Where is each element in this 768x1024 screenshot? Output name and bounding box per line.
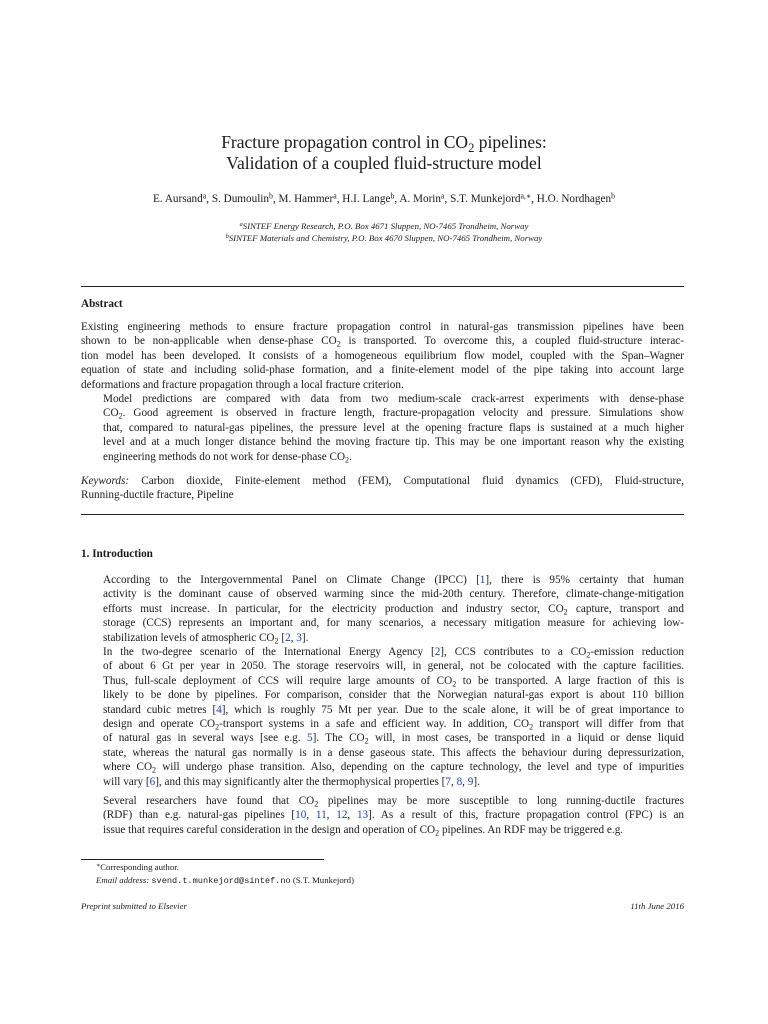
author-name: S.T. Munkejord bbox=[450, 193, 521, 205]
text-line bbox=[81, 378, 684, 392]
footnote-corresponding-text: Corresponding author. bbox=[100, 862, 179, 872]
text-line bbox=[81, 602, 684, 616]
abstract-paragraph-1 bbox=[81, 320, 684, 392]
title-text-a: Fracture propagation control in CO bbox=[221, 132, 469, 152]
text-run: of about 6 Gt per year in 2050. The storage reservoirs will, in general, not be colocated with the capture facilities. bbox=[103, 660, 684, 673]
text-run: ]. As a result of this, fracture propagation control (FPC) is an bbox=[368, 809, 685, 822]
author-affiliation-mark: a bbox=[333, 191, 337, 201]
text-run: activity is the dominant cause of observed warming since the mid-20th century. Therefore, climate-change-mitigation bbox=[103, 588, 684, 601]
subscript: 2 bbox=[215, 722, 220, 732]
text-run: efforts must increase. In particular, for the electricity production and industry sector, CO bbox=[103, 602, 564, 615]
email-owner: (S.T. Munkejord) bbox=[292, 875, 355, 885]
abstract-paragraph-2 bbox=[81, 392, 684, 464]
author-name: H.I. Lange bbox=[342, 193, 391, 205]
footnote-email bbox=[96, 874, 354, 887]
text-run: Model predictions are compared with data from two medium-scale crack-arrest experiments with dense-phase bbox=[103, 393, 684, 405]
text-run: , bbox=[450, 775, 457, 788]
subscript: 2 bbox=[563, 607, 568, 617]
citation-link[interactable]: 6 bbox=[149, 775, 156, 788]
subscript: 2 bbox=[118, 411, 123, 421]
author-affiliation-mark: a bbox=[202, 191, 207, 201]
citation-link[interactable]: 3 bbox=[296, 631, 302, 644]
text-run: , bbox=[326, 809, 337, 822]
text-run: , bbox=[290, 631, 297, 644]
abstract-top-rule bbox=[81, 286, 684, 287]
text-line bbox=[81, 808, 684, 822]
text-run: standard cubic metres [ bbox=[103, 703, 217, 716]
text-line bbox=[81, 349, 684, 363]
affiliation-b bbox=[0, 233, 768, 244]
author bbox=[399, 193, 444, 205]
subscript: 2 bbox=[314, 799, 319, 809]
text-run: [ bbox=[278, 631, 286, 644]
text-run: Thus, full-scale deployment of CCS will require large amounts of CO bbox=[103, 674, 453, 687]
author-name: A. Morin bbox=[399, 193, 442, 205]
text-line bbox=[81, 659, 684, 673]
text-run: ]. The CO bbox=[312, 732, 365, 745]
author-affiliation-mark: a,∗ bbox=[520, 191, 532, 201]
keywords-line-2: Running-ductile fracture, Pipeline bbox=[81, 489, 234, 502]
text-line bbox=[81, 688, 684, 702]
affiliation-text: SINTEF Materials and Chemistry, P.O. Box 4670 Sluppen, NO-7465 Trondheim, Norway bbox=[228, 233, 543, 243]
subscript: 2 bbox=[336, 339, 341, 349]
affiliation-mark: a bbox=[239, 222, 243, 229]
text-run: that, compared to natural-gas pipelines, the pressure level at the opening fracture flaps is sustained at a much higher bbox=[103, 421, 684, 434]
citation-link[interactable]: 8 bbox=[456, 775, 463, 788]
keywords bbox=[81, 474, 684, 503]
paper-title-line-2: Validation of a coupled fluid-structure model bbox=[226, 153, 542, 173]
author bbox=[279, 193, 337, 205]
keywords-label: Keywords: bbox=[81, 475, 130, 487]
citation-link[interactable]: 1 bbox=[479, 574, 486, 586]
author-name: S. Dumoulin bbox=[211, 193, 270, 205]
text-run: design and operate CO bbox=[103, 717, 216, 730]
text-line bbox=[81, 392, 684, 406]
subscript: 2 bbox=[435, 828, 440, 838]
citation-link[interactable]: 4 bbox=[216, 703, 222, 716]
text-run: will undergo phase transition. Also, depending on the capture technology, the level and type of impurities bbox=[156, 761, 684, 774]
author-list: E. Aursand$^a$, S. Dumoulin$^b$, M. Hammer$^a$, H.I. Lange$^b$, A. Morin$^a$, S.T. Munkejord$^{a,∗}$, H.O. Nordhagen$^b$ bbox=[153, 191, 615, 205]
citation-link[interactable]: 7 bbox=[445, 775, 451, 788]
text-run: pipelines may be more susceptible to long running-ductile fractures bbox=[318, 795, 684, 807]
text-run: where CO bbox=[103, 761, 153, 774]
title-subscript: 2 bbox=[468, 140, 475, 155]
text-line bbox=[81, 421, 684, 435]
preprint-note: Preprint submitted to Elsevier bbox=[81, 901, 187, 911]
text-run: deformations and fracture propagation through a local fracture criterion. bbox=[81, 378, 404, 391]
subscript: 2 bbox=[152, 765, 157, 775]
text-run: -emission reduction bbox=[590, 646, 684, 658]
text-run: . Good agreement is observed in fracture length, fracture-propagation velocity and pressure. Simulations show bbox=[122, 407, 684, 420]
text-run: pipelines. An RDF may be triggered e.g. bbox=[439, 823, 624, 836]
author-affiliation-mark: a bbox=[441, 191, 445, 201]
text-line bbox=[81, 760, 684, 774]
citation-link[interactable]: 13 bbox=[356, 809, 369, 822]
text-run: ], CCS contributes to a CO bbox=[440, 646, 587, 658]
citation-link[interactable]: 2 bbox=[285, 631, 291, 644]
text-run: of natural gas in several ways [see e.g. bbox=[103, 732, 307, 745]
text-run: ], and this may significantly alter the thermophysical properties [ bbox=[155, 775, 446, 788]
subscript: 2 bbox=[529, 722, 534, 732]
keywords-text-1: Carbon dioxide, Finite-element method (FEM), Computational fluid dynamics (CFD), Fluid-structure, bbox=[141, 475, 685, 487]
author bbox=[342, 193, 394, 205]
affiliation-mark: b bbox=[225, 234, 229, 241]
text-run: stabilization levels of atmospheric CO bbox=[103, 631, 275, 644]
text-run: is transported. To overcome this, a coupled fluid-structure interac- bbox=[340, 335, 684, 348]
author-name: H.O. Nordhagen bbox=[536, 193, 612, 205]
text-run: likely to be done by pipelines. For comparison, consider that the Norwegian natural-gas export is about 110 billion bbox=[103, 689, 684, 702]
author bbox=[212, 193, 273, 205]
text-run: tion model has been developed. It consists of a homogeneous equilibrium flow model, coupled with the Span–Wagner bbox=[81, 349, 684, 362]
text-run: ]. bbox=[301, 631, 309, 644]
text-run: ]. bbox=[473, 775, 480, 788]
citation-link[interactable]: 11 bbox=[315, 809, 327, 822]
text-run: According to the Intergovernmental Panel on Climate Change (IPCC) [ bbox=[103, 574, 480, 586]
citation-link[interactable]: 12 bbox=[336, 809, 348, 822]
text-line bbox=[81, 631, 684, 645]
text-line bbox=[81, 435, 684, 449]
citation-link[interactable]: 10 bbox=[295, 809, 307, 822]
date-note: 11th June 2016 bbox=[630, 901, 684, 911]
subscript: 2 bbox=[452, 679, 457, 689]
text-line bbox=[81, 587, 684, 601]
text-run: shown to be non-applicable when dense-phase CO bbox=[81, 335, 337, 348]
text-line bbox=[81, 616, 684, 630]
text-run: , bbox=[306, 809, 316, 822]
footnote-corresponding-author bbox=[96, 861, 179, 873]
text-run: Several researchers have found that CO bbox=[103, 795, 315, 807]
citation-link[interactable]: 9 bbox=[467, 775, 474, 788]
text-run: transport will differ from that bbox=[533, 717, 684, 730]
text-line bbox=[81, 645, 684, 659]
text-run: , bbox=[462, 775, 468, 788]
author-name: E. Aursand bbox=[153, 193, 203, 205]
text-run: Existing engineering methods to ensure fracture propagation control in natural-gas transmission pipelines have been bbox=[81, 321, 684, 333]
title-text-b: pipelines: bbox=[474, 132, 547, 152]
email-address-link[interactable]: svend.t.munkejord@sintef.no bbox=[151, 876, 291, 886]
citation-link[interactable]: 5 bbox=[306, 732, 313, 745]
text-run: will vary [ bbox=[103, 775, 150, 788]
text-run: will, in most cases, be transported in a liquid or dense liquid bbox=[368, 732, 684, 745]
text-run: CO bbox=[103, 407, 119, 420]
text-line bbox=[81, 674, 684, 688]
text-run: ], which is roughly 75 Mt per year. Due to the scale alone, it will be of great importance to bbox=[221, 703, 684, 716]
text-line bbox=[81, 406, 684, 420]
subscript: 2 bbox=[345, 454, 350, 464]
text-run: capture, transport and bbox=[567, 602, 684, 615]
text-run: to be transported. A large fraction of this is bbox=[456, 674, 684, 687]
paper-title-line-1 bbox=[0, 131, 768, 153]
text-run: . bbox=[349, 450, 352, 463]
affiliation-a bbox=[0, 221, 768, 232]
text-run: In the two-degree scenario of the International Energy Agency [ bbox=[103, 646, 435, 658]
text-run: equation of state and including solid-phase formation, and a finite-element model of the pipe taking into account large bbox=[81, 364, 684, 377]
author bbox=[153, 193, 206, 205]
text-run: engineering methods do not work for dense-phase CO bbox=[103, 450, 346, 463]
author-affiliation-mark: b bbox=[269, 191, 273, 201]
author bbox=[450, 193, 531, 205]
text-line bbox=[81, 363, 684, 377]
email-label: Email address: bbox=[96, 875, 150, 885]
text-line bbox=[81, 703, 684, 717]
intro-paragraph-2 bbox=[81, 645, 684, 789]
text-run: ], there is 95% certainty that human bbox=[485, 574, 684, 586]
author-affiliation-mark: b bbox=[611, 191, 615, 201]
text-line bbox=[81, 450, 684, 464]
text-run: storage (CCS) represents an important and, for many scenarios, a necessary mitigation measure for achieving low- bbox=[103, 617, 684, 630]
subscript: 2 bbox=[274, 635, 279, 645]
text-run: issue that requires careful consideration in the design and operation of CO bbox=[103, 823, 436, 836]
affiliation-text: SINTEF Energy Research, P.O. Box 4671 Sluppen, NO-7465 Trondheim, Norway bbox=[242, 221, 529, 231]
text-line bbox=[81, 746, 684, 760]
footnote-mark: ∗ bbox=[96, 863, 101, 870]
text-line bbox=[81, 823, 684, 837]
text-run: -transport systems in a safe and efficient way. In addition, CO bbox=[219, 717, 530, 730]
subscript: 2 bbox=[364, 736, 369, 746]
text-line bbox=[81, 717, 684, 731]
text-line bbox=[81, 573, 684, 587]
footnote-rule bbox=[81, 859, 324, 860]
intro-paragraph-1 bbox=[81, 573, 684, 645]
text-run: , bbox=[347, 809, 357, 822]
author-name: M. Hammer bbox=[278, 193, 334, 205]
text-line bbox=[81, 775, 684, 789]
abstract-bottom-rule bbox=[81, 514, 684, 515]
text-line bbox=[81, 794, 684, 808]
text-run: state, whereas the natural gas normally is in a dense gaseous state. This affects the behaviour during depressurization, bbox=[103, 746, 684, 759]
abstract-heading: Abstract bbox=[81, 298, 123, 310]
keywords-line-1 bbox=[81, 474, 684, 488]
text-line bbox=[81, 731, 684, 745]
subscript: 2 bbox=[586, 650, 591, 660]
text-run: (RDF) than e.g. natural-gas pipelines [ bbox=[103, 809, 296, 822]
intro-paragraph-3 bbox=[81, 794, 684, 837]
text-run: level and at a much longer distance behind the moving fracture tip. This may be one important reason why the existing bbox=[103, 436, 684, 449]
text-line bbox=[81, 334, 684, 348]
author bbox=[537, 193, 615, 205]
author-affiliation-mark: b bbox=[390, 191, 395, 201]
citation-link[interactable]: 2 bbox=[434, 646, 441, 658]
section-heading-introduction: 1. Introduction bbox=[81, 548, 153, 560]
text-line bbox=[81, 320, 684, 334]
